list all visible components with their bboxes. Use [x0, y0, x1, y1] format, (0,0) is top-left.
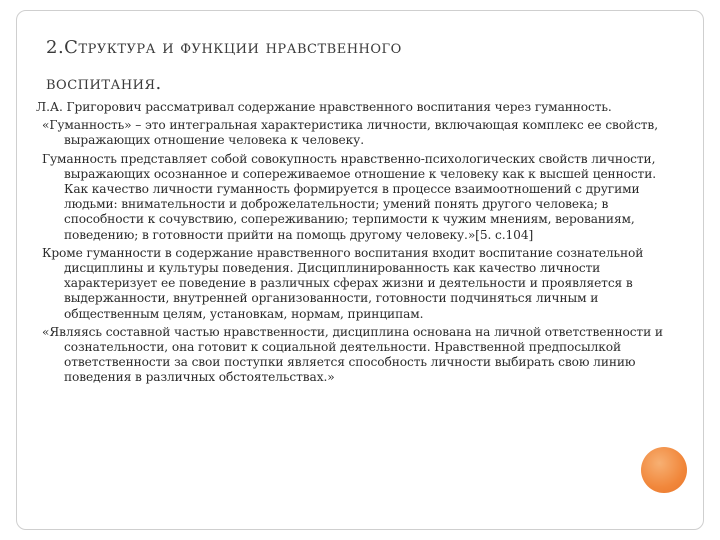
slide-title-line-2: воспитания. — [46, 73, 162, 94]
slide-title-line-1: 2.Структура и функции нравственного — [46, 37, 402, 58]
slide-title — [46, 30, 646, 102]
paragraph-humanity-definition: «Гуманность» – это интегральная характеристика личности, включающая комплекс ее свойств, выражающих отношение человека к человеку. — [42, 118, 658, 148]
paragraph-discipline: Кроме гуманности в содержание нравственного воспитания входит воспитание сознательной дисциплины и культуры поведения. Дисциплинированность как качество личности характеризует ее поведение в различных сферах жизни и деятельности и проявляется в выдержанности, внутренней организованности, готовности подчиняться личным и общественным целям, установкам, нормам, принципам. — [42, 245, 644, 321]
decorative-orange-circle — [641, 447, 687, 493]
paragraph-responsibility: «Являясь составной частью нравственности, дисциплина основана на личной ответственности и сознательности, она готовит к социальной деятельности. Нравственной предпосылкой ответственности за свои поступки является способность личности выбирать свою линию поведения в различных обстоятельствах.» — [42, 324, 663, 385]
slide-body — [36, 100, 668, 389]
paragraph-humanity-description: Гуманность представляет собой совокупность нравственно-психологических свойств личности, выражающих осознанное и сопереживаемое отношение к человеку как к высшей ценности. Как качество личности гуманность формируется в процессе взаимоотношений с другими людьми: внимательности и доброжелательности; умений понять другого человека; в способности к сочувствию, сопереживанию; терпимости к чужим мнениям, верованиям, поведению; в готовности прийти на помощь другому человеку.»[5. с.104] — [42, 151, 656, 242]
paragraph-grigorovich: Л.А. Григорович рассматривал содержание нравственного воспитания через гуманность. — [36, 100, 612, 114]
